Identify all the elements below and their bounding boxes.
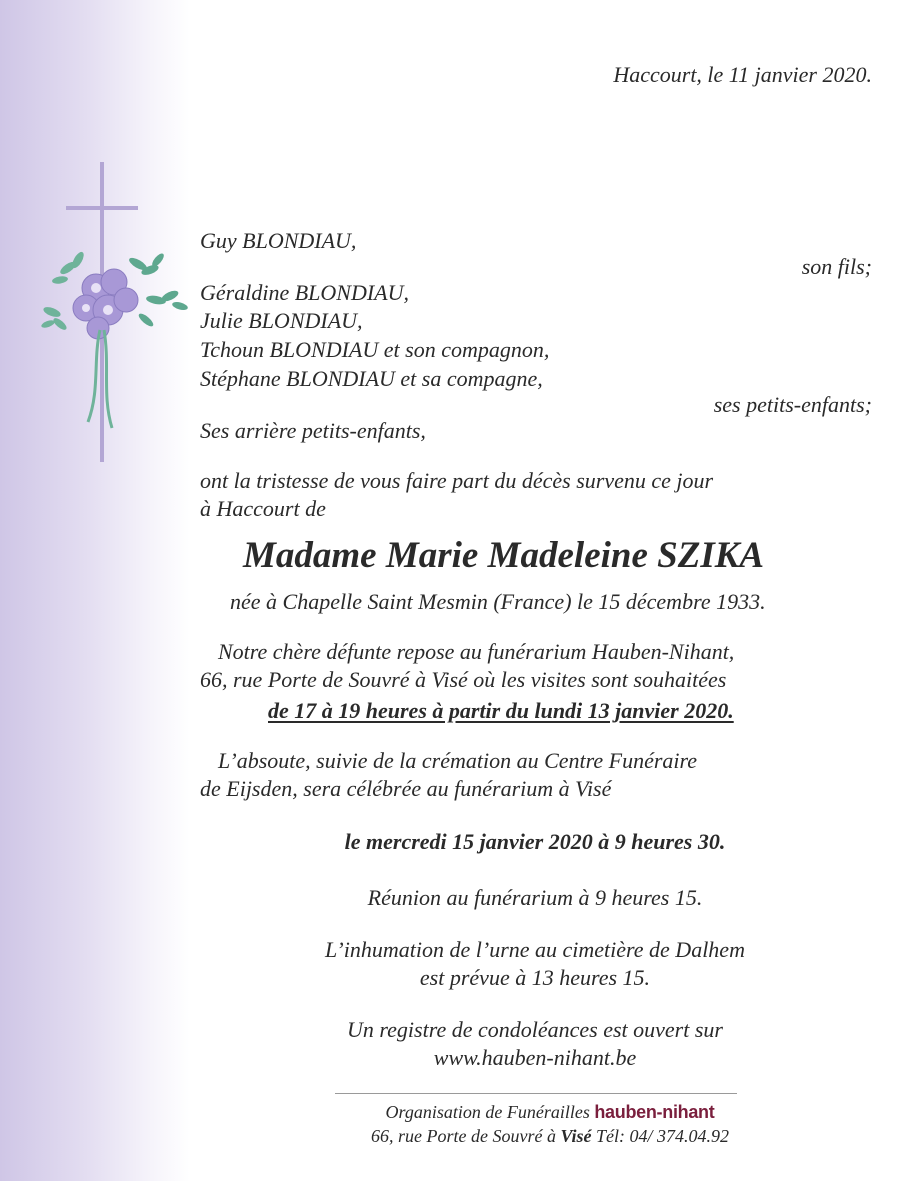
- footer-organisation: [200, 1101, 900, 1123]
- announcement-line: ont la tristesse de vous faire part du décès survenu ce jour: [200, 468, 714, 493]
- condolences-url[interactable]: www.hauben-nihant.be: [433, 1045, 637, 1070]
- footer-org-prefix: Organisation de Funérailles: [385, 1102, 590, 1122]
- meeting-time: Réunion au funérarium à 9 heures 15.: [367, 885, 703, 910]
- footer-address: [200, 1125, 900, 1147]
- ceremony-datetime: le mercredi 15 janvier 2020 à 9 heures 30.: [344, 829, 726, 854]
- cross-with-flowers-icon: [38, 160, 198, 470]
- brand-logo: hauben-nihant: [594, 1102, 715, 1122]
- ceremony-line: de Eijsden, sera célébrée au funérarium à Visé: [200, 776, 612, 801]
- burial-line: est prévue à 13 heures 15.: [419, 965, 651, 990]
- repose-line: Notre chère défunte repose au funérarium Hauben-Nihant,: [218, 639, 735, 664]
- grandchild-name: Julie BLONDIAU,: [200, 308, 363, 333]
- footer-divider: [335, 1093, 737, 1094]
- place-date: Haccourt, le 11 janvier 2020.: [613, 62, 872, 87]
- footer-phone: Tél: 04/ 374.04.92: [595, 1126, 729, 1146]
- ceremony-line: L’absoute, suivie de la crémation au Centre Funéraire: [218, 748, 698, 773]
- burial-line: L’inhumation de l’urne au cimetière de Dalhem: [325, 937, 745, 962]
- grandchild-name: Tchoun BLONDIAU et son compagnon,: [200, 337, 550, 362]
- great-grandchildren: Ses arrière petits-enfants,: [200, 418, 426, 443]
- footer-city: Visé: [560, 1126, 592, 1146]
- deceased-name: Madame Marie Madeleine SZIKA: [243, 535, 765, 576]
- birth-info: née à Chapelle Saint Mesmin (France) le 15 décembre 1933.: [230, 589, 766, 614]
- visiting-hours: de 17 à 19 heures à partir du lundi 13 janvier 2020.: [268, 698, 734, 723]
- repose-line: 66, rue Porte de Souvré à Visé où les visites sont souhaitées: [200, 667, 727, 692]
- grandchild-name: Stéphane BLONDIAU et sa compagne,: [200, 366, 543, 391]
- condolences-line: Un registre de condoléances est ouvert sur: [347, 1017, 723, 1042]
- grandchild-name: Géraldine BLONDIAU,: [200, 280, 409, 305]
- footer-address-prefix: 66, rue Porte de Souvré à: [371, 1126, 556, 1146]
- son-relation: son fils;: [801, 254, 872, 279]
- grandchildren-relation: ses petits-enfants;: [713, 392, 872, 417]
- son-name: Guy BLONDIAU,: [200, 228, 357, 253]
- announcement-line: à Haccourt de: [200, 496, 326, 521]
